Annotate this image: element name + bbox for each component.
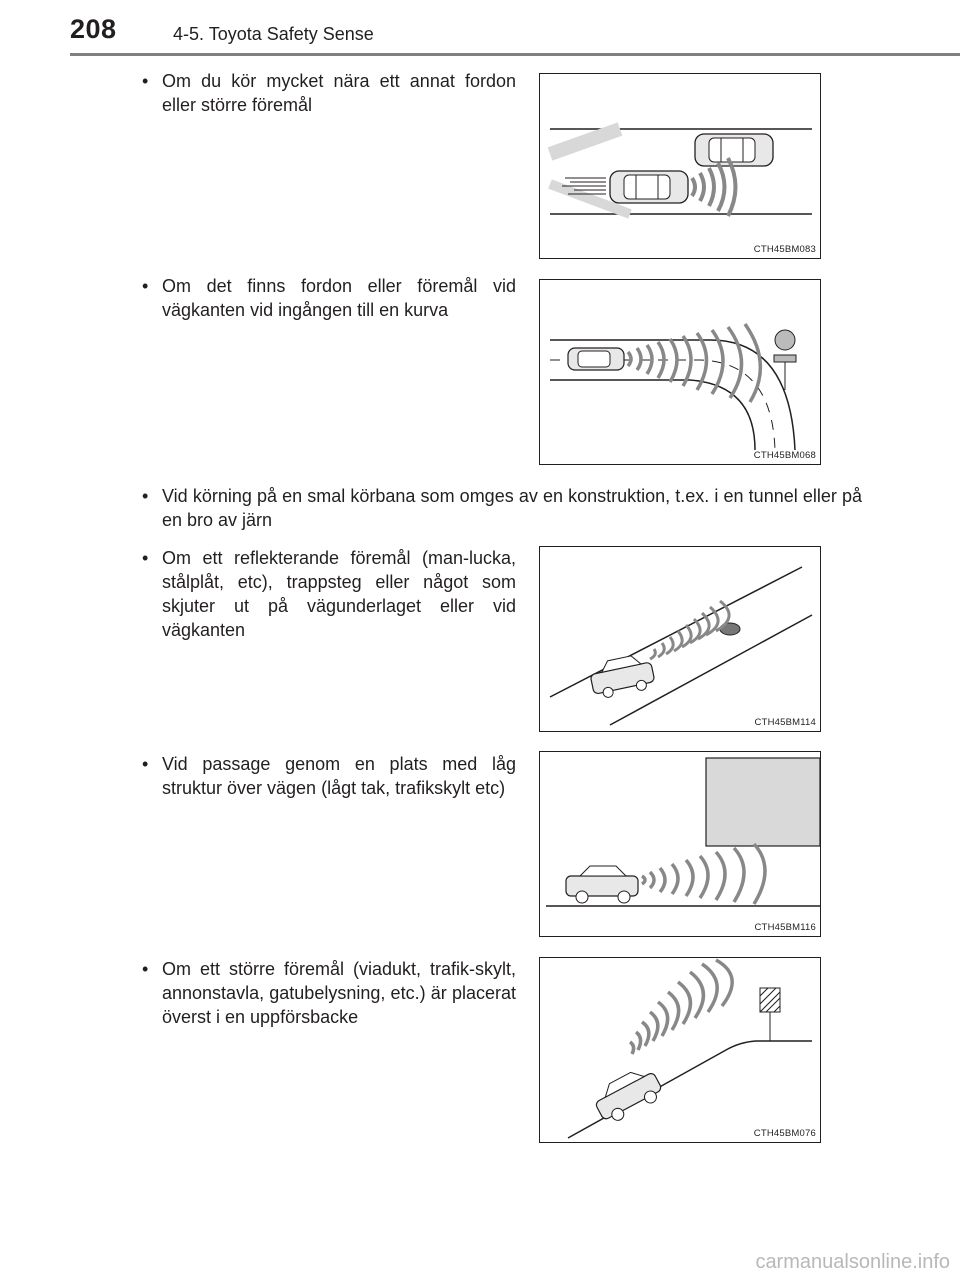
figure-code: CTH45BM083 (753, 244, 816, 255)
curve-entry-illustration (540, 280, 821, 465)
list-item-text: Om ett större föremål (viadukt, trafik-skylt, annonstavla, gatubelysning, etc.) är placerat överst i en uppförsbacke (162, 959, 516, 1027)
figure-close-following (539, 73, 821, 259)
section-title: 4-5. Toyota Safety Sense (173, 24, 374, 44)
list-item-text: Vid körning på en smal körbana som omges av en konstruktion, t.ex. i en tunnel eller på en bro av järn (162, 486, 862, 530)
list-item-text: Om det finns fordon eller föremål vid vägkanten vid ingången till en kurva (162, 276, 516, 320)
watermark: carmanualsonline.info (755, 1251, 950, 1273)
figure-curve-entry (539, 279, 821, 465)
bullet-icon: • (142, 276, 149, 296)
list-item (142, 546, 516, 642)
low-structure-illustration (540, 752, 821, 937)
reflective-object-illustration (540, 547, 821, 732)
list-item (142, 484, 862, 532)
page-header (0, 0, 960, 58)
bullet-icon: • (142, 71, 149, 91)
figure-reflective-object (539, 546, 821, 732)
figure-code: CTH45BM116 (754, 922, 816, 933)
bullet-icon: • (142, 959, 149, 979)
header-rule (70, 53, 960, 56)
close-following-illustration (540, 74, 821, 259)
uphill-object-illustration (540, 958, 821, 1143)
list-item (142, 69, 516, 117)
figure-code: CTH45BM076 (753, 1128, 816, 1139)
list-item (142, 957, 516, 1029)
figure-code: CTH45BM114 (754, 717, 816, 728)
list-item-text: Om du kör mycket nära ett annat fordon eller större föremål (162, 71, 516, 115)
figure-code: CTH45BM068 (753, 450, 816, 461)
list-item (142, 752, 516, 800)
bullet-icon: • (142, 754, 149, 774)
list-item-text: Om ett reflekterande föremål (man-lucka, stålplåt, etc), trappsteg eller något som skjuter ut på vägunderlaget eller vid vägkanten (162, 548, 516, 640)
list-item-text: Vid passage genom en plats med låg struktur över vägen (lågt tak, trafikskylt etc) (162, 754, 516, 798)
figure-low-structure (539, 751, 821, 937)
bullet-icon: • (142, 486, 149, 506)
page-number: 208 (70, 14, 117, 44)
bullet-icon: • (142, 548, 149, 568)
figure-uphill-object (539, 957, 821, 1143)
list-item (142, 274, 516, 322)
